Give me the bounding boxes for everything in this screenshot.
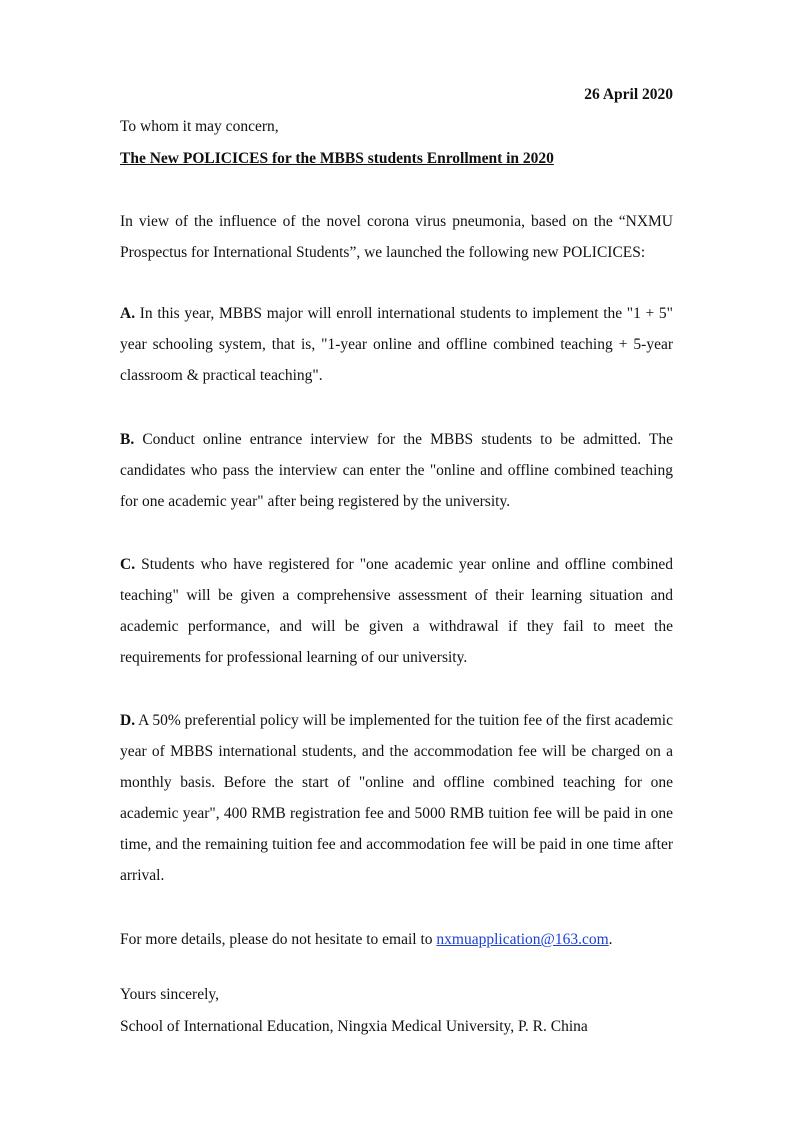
policy-a-text: In this year, MBBS major will enroll international students to implement the "1 + 5" year schooling system, that is, "1-year online and offline combined teaching + 5-year classroom & practical teaching". [120,305,674,384]
policy-c-paragraph [120,549,673,673]
policy-a-paragraph [120,298,673,391]
signature: School of International Education, Ningxia Medical University, P. R. China [120,1018,588,1035]
policy-a-lead: A. [120,305,136,322]
letter-date: 26 April 2020 [584,86,673,103]
policy-b-paragraph [120,424,673,517]
more-details-prefix: For more details, please do not hesitate to email to [120,931,437,948]
intro-paragraph: In view of the influence of the novel corona virus pneumonia, based on the “NXMU Prospectus for International Students”, we launched the following new POLICICES: [120,213,673,261]
closing: Yours sincerely, [120,986,220,1003]
policy-c-text: Students who have registered for "one academic year online and offline combined teaching" will be given a comprehensive assessment of their learning situation and academic performance, and will be given a withdrawal if they fail to meet the requirements for professional learning of our university. [120,556,674,666]
policy-d-lead: D. [120,712,136,729]
more-details-suffix: . [608,931,613,948]
email-link[interactable]: nxmuapplication@163.com [436,931,609,948]
policy-d-paragraph [120,705,673,891]
more-details-paragraph [120,924,673,955]
policy-b-text: Conduct online entrance interview for the MBBS students to be admitted. The candidates who pass the interview can enter the "online and offline combined teaching for one academic year" after being registered by the university. [120,431,674,510]
salutation: To whom it may concern, [120,118,279,135]
policy-b-lead: B. [120,431,135,448]
letter-subject: The New POLICICES for the MBBS students Enrollment in 2020 [120,150,554,167]
policy-c-lead: C. [120,556,136,573]
policy-d-text: A 50% preferential policy will be implemented for the tuition fee of the first academic year of MBBS international students, and the accommodation fee will be charged on a monthly basis. Before the start of "online and offline combined teaching for one academic year", 400 RMB registration fee and 5000 RMB tuition fee will be paid in one time, and the remaining tuition fee and accommodation fee will be paid in one time after arrival. [120,712,673,884]
